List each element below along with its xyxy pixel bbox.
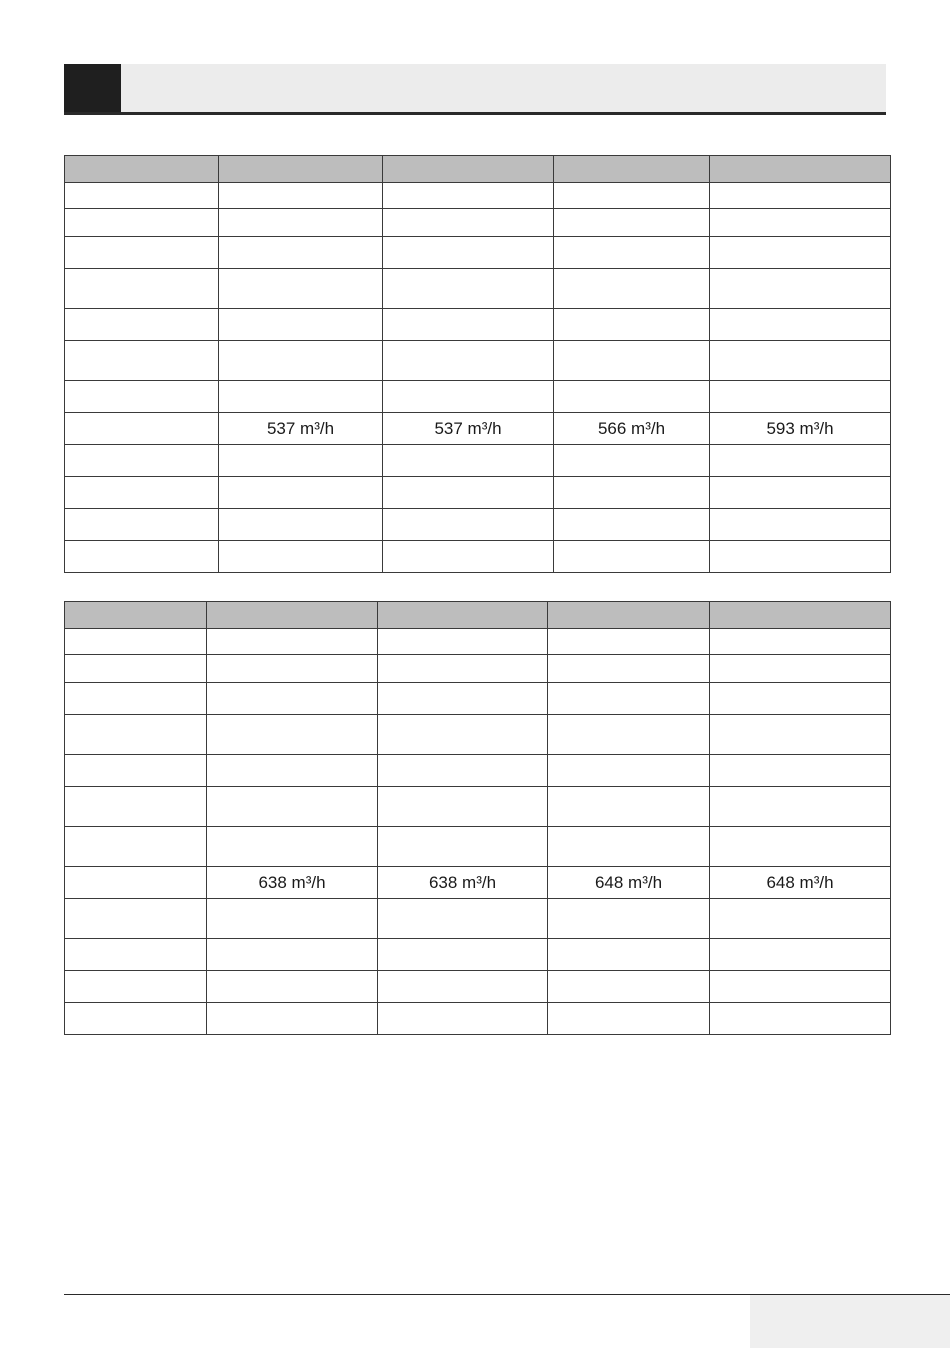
table-cell <box>548 787 710 827</box>
table-cell: 593 m³/h <box>710 413 891 445</box>
row-label-cell <box>65 827 207 867</box>
table-cell <box>207 1003 378 1035</box>
table-cell <box>710 183 891 209</box>
table-cell <box>710 309 891 341</box>
table-cell <box>710 381 891 413</box>
table-row <box>65 445 891 477</box>
table-cell <box>710 755 891 787</box>
table-cell <box>548 1003 710 1035</box>
row-label-cell <box>65 309 219 341</box>
column-header <box>207 602 378 629</box>
section-header <box>64 64 886 115</box>
table-cell <box>710 209 891 237</box>
table-cell <box>548 715 710 755</box>
table-cell <box>219 309 383 341</box>
footer-page-box <box>750 1295 950 1348</box>
table-cell <box>710 477 891 509</box>
table-cell <box>554 381 710 413</box>
table-cell <box>554 183 710 209</box>
table-cell: 638 m³/h <box>207 867 378 899</box>
table-row <box>65 1003 891 1035</box>
table-cell <box>383 269 554 309</box>
row-label-cell <box>65 183 219 209</box>
table-cell <box>710 341 891 381</box>
table-cell <box>710 541 891 573</box>
row-label-cell <box>65 755 207 787</box>
table-cell <box>554 541 710 573</box>
table-cell <box>383 341 554 381</box>
table-cell <box>378 655 548 683</box>
table-cell <box>383 209 554 237</box>
table-cell <box>219 509 383 541</box>
table-cell: 648 m³/h <box>548 867 710 899</box>
table-cell <box>219 183 383 209</box>
column-header <box>378 602 548 629</box>
row-label-cell <box>65 787 207 827</box>
table-row <box>65 939 891 971</box>
table-row <box>65 683 891 715</box>
table-cell <box>554 269 710 309</box>
column-header <box>65 602 207 629</box>
table-cell: 648 m³/h <box>710 867 891 899</box>
row-label-cell <box>65 971 207 1003</box>
table-row <box>65 827 891 867</box>
table-cell <box>548 939 710 971</box>
table-cell <box>548 629 710 655</box>
table-cell <box>548 755 710 787</box>
table-row <box>65 899 891 939</box>
row-label-cell <box>65 209 219 237</box>
row-label-cell <box>65 269 219 309</box>
table-cell <box>548 899 710 939</box>
table-cell <box>710 445 891 477</box>
table-cell <box>710 715 891 755</box>
table-cell <box>378 1003 548 1035</box>
table-row <box>65 715 891 755</box>
table-cell <box>710 629 891 655</box>
table-cell <box>378 629 548 655</box>
row-label-cell <box>65 655 207 683</box>
column-header <box>219 156 383 183</box>
table-cell <box>554 209 710 237</box>
table-cell <box>383 477 554 509</box>
table-cell: 537 m³/h <box>219 413 383 445</box>
table-cell <box>378 827 548 867</box>
table-cell <box>383 381 554 413</box>
table-cell <box>378 939 548 971</box>
row-label-cell <box>65 1003 207 1035</box>
table-row <box>65 237 891 269</box>
table-cell <box>554 341 710 381</box>
table-cell <box>710 1003 891 1035</box>
row-label-cell <box>65 629 207 655</box>
table-cell <box>710 939 891 971</box>
table-cell <box>383 509 554 541</box>
column-header <box>65 156 219 183</box>
table-cell <box>383 237 554 269</box>
table-cell <box>207 827 378 867</box>
row-label-cell <box>65 413 219 445</box>
table-cell <box>219 541 383 573</box>
column-header <box>548 602 710 629</box>
table-row <box>65 629 891 655</box>
table-cell <box>548 655 710 683</box>
column-header <box>710 156 891 183</box>
table-cell: 638 m³/h <box>378 867 548 899</box>
table-cell <box>554 477 710 509</box>
row-label-cell <box>65 509 219 541</box>
table-row <box>65 787 891 827</box>
table-cell <box>207 755 378 787</box>
table-cell <box>710 899 891 939</box>
table-row <box>65 413 891 445</box>
table-cell <box>207 939 378 971</box>
table-cell <box>710 269 891 309</box>
table-row <box>65 309 891 341</box>
table-row <box>65 269 891 309</box>
table-row <box>65 477 891 509</box>
table-cell <box>378 971 548 1003</box>
table-cell <box>378 715 548 755</box>
column-header <box>710 602 891 629</box>
table-cell <box>207 629 378 655</box>
table-cell <box>207 899 378 939</box>
table-cell <box>548 683 710 715</box>
table-cell <box>219 341 383 381</box>
table-cell <box>710 827 891 867</box>
table-cell <box>219 381 383 413</box>
table-row <box>65 381 891 413</box>
table-row <box>65 209 891 237</box>
row-label-cell <box>65 237 219 269</box>
table-cell <box>548 827 710 867</box>
table-row <box>65 541 891 573</box>
spec-table-1 <box>64 155 891 573</box>
table-row <box>65 183 891 209</box>
table-cell <box>378 683 548 715</box>
row-label-cell <box>65 541 219 573</box>
table-cell <box>219 477 383 509</box>
table-cell <box>207 655 378 683</box>
table-cell: 537 m³/h <box>383 413 554 445</box>
table-cell <box>207 683 378 715</box>
table-cell <box>219 237 383 269</box>
row-label-cell <box>65 445 219 477</box>
table-cell <box>554 509 710 541</box>
table-cell <box>378 755 548 787</box>
table-cell <box>710 237 891 269</box>
table-cell <box>383 445 554 477</box>
table-cell <box>219 269 383 309</box>
table-header-row <box>65 602 891 629</box>
row-label-cell <box>65 867 207 899</box>
table-cell <box>219 445 383 477</box>
table-row <box>65 971 891 1003</box>
table-cell <box>710 655 891 683</box>
table-row <box>65 509 891 541</box>
table-cell <box>383 183 554 209</box>
column-header <box>554 156 710 183</box>
table-row <box>65 867 891 899</box>
table-cell <box>378 787 548 827</box>
table-cell <box>207 715 378 755</box>
table-cell <box>207 971 378 1003</box>
table-row <box>65 755 891 787</box>
row-label-cell <box>65 381 219 413</box>
spec-table-2 <box>64 601 891 1035</box>
row-label-cell <box>65 341 219 381</box>
table-cell <box>383 309 554 341</box>
table-cell <box>378 899 548 939</box>
row-label-cell <box>65 715 207 755</box>
table-row <box>65 655 891 683</box>
section-marker <box>64 64 121 112</box>
table-cell <box>554 445 710 477</box>
column-header <box>383 156 554 183</box>
table-cell <box>554 309 710 341</box>
row-label-cell <box>65 899 207 939</box>
row-label-cell <box>65 477 219 509</box>
table-cell <box>710 971 891 1003</box>
table-cell <box>207 787 378 827</box>
table-cell <box>548 971 710 1003</box>
table-cell <box>383 541 554 573</box>
table-row <box>65 341 891 381</box>
table-cell <box>710 787 891 827</box>
table-cell <box>219 209 383 237</box>
table-cell: 566 m³/h <box>554 413 710 445</box>
row-label-cell <box>65 683 207 715</box>
row-label-cell <box>65 939 207 971</box>
table-header-row <box>65 156 891 183</box>
table-cell <box>710 683 891 715</box>
table-cell <box>554 237 710 269</box>
table-cell <box>710 509 891 541</box>
